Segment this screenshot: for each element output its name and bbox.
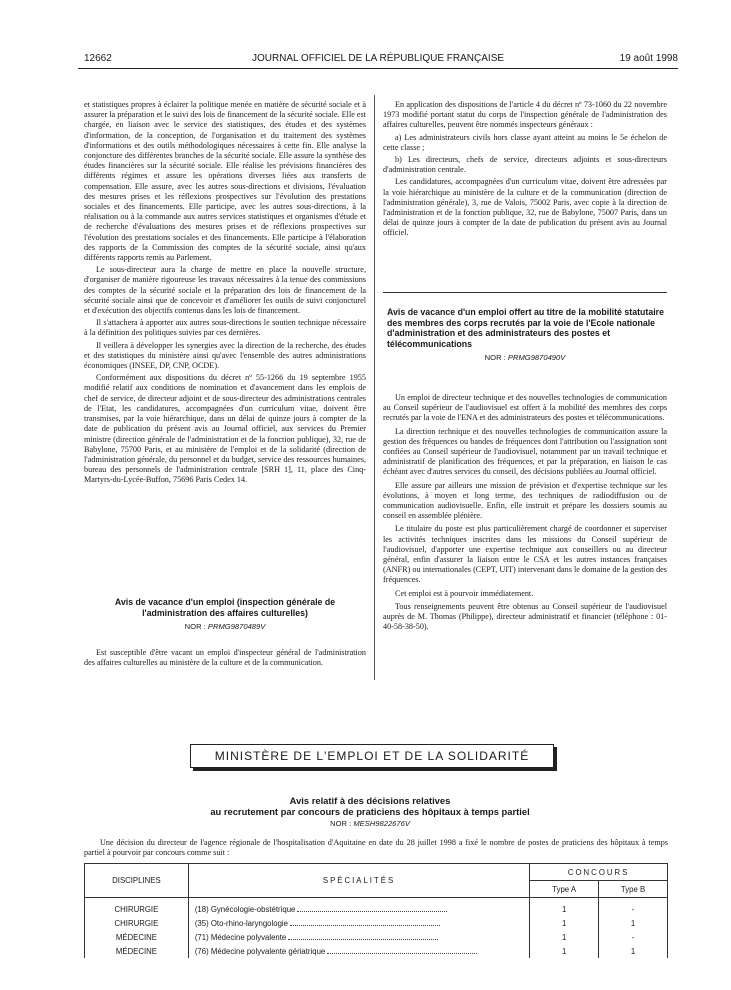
discipline-cell: MÉDECINE (85, 944, 189, 958)
paragraph: Elle assure par ailleurs une mission de prévision et d'expertise technique sur les évolutions, à moyen et long terme, des techniques de radiodiffusion ou de communication audiovisuelle. Enfin, elle instruit et prépare les dossiers soumis au conseil en assemblée plénière. (383, 480, 667, 521)
paragraph: Un emploi de directeur technique et des nouvelles technologies de communication au Conseil supérieur de l'audiovisuel est offert à la mobilité des membres des corps recrutés par la voie de l'ENA et des administrateurs des postes et télécommunications. (383, 393, 667, 423)
specialite-cell (188, 916, 529, 930)
specialite-text: (71) Médecine polyvalente (194, 932, 287, 942)
list-item: a) Les administrateurs civils hors classe ayant atteint au moins le 5e échelon de cette classe ; (383, 132, 667, 152)
page-header (78, 50, 678, 66)
type-a-cell: 1 (530, 930, 599, 944)
notice-body (383, 393, 667, 635)
dot-leader (327, 953, 477, 954)
notice-title-line: Avis relatif à des décisions relatives (289, 795, 451, 806)
header-rule (78, 68, 678, 69)
header-disciplines: DISCIPLINES (85, 864, 189, 898)
paragraph: Est susceptible d'être vacant un emploi d'inspecteur général de l'administration des affaires culturelles au ministère de la culture et de la communication. (84, 648, 366, 668)
type-b-cell: 1 (599, 916, 668, 930)
discipline-cell: MÉDECINE (85, 930, 189, 944)
paragraph: et statistiques propres à éclairer la politique menée en matière de sécurité sociale et à assurer la préparation et le suivi des lois de financement de la sécurité sociale. Elle est chargée, en liaison avec le service des statistiques, des études et des systèmes d'information, de la conception, de l'organisation et du traitement des systèmes d'informations et des outils méthodologiques nécessaires à cette fin. Elle analyse la conjoncture des différentes branches de la sécurité sociale. Elle assure la synthèse des études financières sur la sécurité sociale. Elle réalise les prévisions financières des différents régimes et assure les opérations diverses liées aux transferts de compensation. Elle assure, avec les autres sous-directions et divisions, l'évaluation des mesures prises et les réflexions prospectives sur l'évolution des prestations sociales et des financements. Elle participe, avec les autres sous-directions, à la réalisation ou à la commande aux autres services statistiques et organismes d'étude et de recherche d'évaluations des mesures prises et de réflexions prospectives sur l'évolution des prestations sociales et des financements. Elle participe à l'élaboration des rapports de la Commission des comptes de la sécurité sociale, ainsi qu'aux différents rapports remis au Parlement. (84, 100, 366, 263)
table-row (85, 930, 668, 944)
paragraph: Une décision du directeur de l'agence régionale de l'hospitalisation d'Aquitaine en date du 28 juillet 1998 a fixé le nombre de postes de praticiens des hôpitaux à temps partiel à pourvoir par concours comme suit : (84, 838, 668, 858)
column-divider (374, 95, 375, 680)
notice-title: Avis de vacance d'un emploi offert au titre de la mobilité statutaire des membres des corps recrutés par la voie de l'Ecole nationale d'administration et des administrateurs des postes et télécommunications (387, 307, 664, 349)
specialite-cell (188, 898, 529, 917)
paragraph: Cet emploi est à pourvoir immédiatement. (395, 588, 534, 598)
type-b-cell: - (599, 898, 668, 917)
specialite-text: (35) Oto-rhino-laryngologie (194, 918, 288, 928)
section-rule (383, 292, 667, 293)
notice-body (84, 648, 366, 668)
notice-title-line: au recrutement par concours de praticiens des hôpitaux à temps partiel (210, 806, 530, 817)
journal-title: JOURNAL OFFICIEL DE LA RÉPUBLIQUE FRANÇAISE (251, 53, 505, 64)
notice-title: Avis de vacance d'un emploi (inspection générale de l'administration des affaires culturelles) (114, 597, 336, 618)
paragraph: Tous renseignements peuvent être obtenus au Conseil supérieur de l'audiovisuel auprès de M. Thomas (Philippe), directeur administratif et financier (téléphone : 01-40-58-38-50). (383, 601, 667, 632)
dot-leader (290, 925, 440, 926)
issue-date: 19 août 1998 (619, 53, 678, 64)
type-b-cell: 1 (599, 944, 668, 958)
table-row (85, 944, 668, 958)
table-row (85, 916, 668, 930)
header-concours: CONCOURS (530, 864, 668, 881)
header-type-b: Type B (599, 881, 668, 898)
paragraph: En application des dispositions de l'article 4 du décret nº 73-1060 du 22 novembre 1973 modifié portant statut du corps de l'inspection générale de l'administration des affaires culturelles, peuvent être nommés inspecteurs généraux : (383, 100, 667, 130)
list-item: b) Les directeurs, chefs de service, directeurs adjoints et sous-directeurs d'administration centrale. (383, 155, 667, 175)
nor-code: PRMG9870489V (207, 622, 266, 631)
nor-code: PRMG9870490V (507, 353, 566, 362)
paragraph: Il veillera à développer les synergies avec la direction de la recherche, des études et des statistiques du ministère ainsi qu'avec l'ensemble des autres administrations économiques (INSEE, DP, CNP, OCDE). (84, 340, 366, 371)
paragraph: Le titulaire du poste est plus particulièrement chargé de coordonner et superviser les activités techniques inscrites dans les missions du Conseil supérieur de l'audiovisuel, d'apporter une expertise technique aux conseillers ou au directeur général, enfin d'assurer la liaison entre le CSA et les autres instances françaises (ANFR) ou internationales (CEPT, UIT) intervenant dans le domaine de la gestion des fréquences. (383, 524, 667, 585)
discipline-cell: CHIRURGIE (85, 916, 189, 930)
type-a-cell: 1 (530, 898, 599, 917)
paragraph: Conformément aux dispositions du décret nº 55-1266 du 19 septembre 1955 modifié relatif aux conditions de nomination et d'avancement dans les emplois de chef de service, de directeur adjoint et de sous-directeur des administrations centrales de l'Etat, les candidatures, accompagnées d'un curriculum vitae, doivent être transmises, par la voie hiérarchique, dans un délai de quinze jours à compter de la date de publication du présent avis au Journal officiel, aux services du Premier ministre (direction générale de l'administration et de la fonction publique), 32, rue de Babylone, 75700 Paris, et au ministère de l'emploi et de la solidarité (direction de l'administration générale, du personnel et du budget, service des ressources humaines, bureau des personnels de l'administration centrale [SRH 1], 11, place des Cinq-Martyrs-du-Lycée-Buffon, 75696 Paris Cedex 14. (84, 373, 366, 485)
table-row (85, 898, 668, 917)
ministry-heading: MINISTÈRE DE L'EMPLOI ET DE LA SOLIDARITÉ (190, 744, 554, 768)
notice-inspection-generale (84, 597, 366, 639)
discipline-cell: CHIRURGIE (85, 898, 189, 917)
notice-praticiens (110, 795, 630, 828)
nor-reference (110, 819, 630, 828)
specialite-cell (188, 944, 529, 958)
concours-table (84, 863, 668, 958)
paragraph: Il s'attachera à apporter aux autres sous-directions le soutien technique nécessaire à la définition des politiques suivies par ces dernières. (84, 318, 366, 338)
nor-label: NOR : (184, 622, 206, 631)
paragraph: Le sous-directeur aura la charge de mettre en place la nouvelle structure, d'organiser de manière rigoureuse les travaux nécessaires à la tenue des commissions des comptes de la sécurité sociale et la préparation des lois de financement de la sécurité sociale ainsi que de concevoir et d'améliorer les outils de suivi conjoncturel et d'exécution des objectifs contenus dans les lois de financement. (84, 265, 366, 316)
notice-intro (84, 838, 668, 858)
paragraph: Les candidatures, accompagnées d'un curriculum vitae, doivent être adressées par la voie hiérarchique au ministère de la culture et de la communication (direction de l'administration générale), 3, rue de Valois, 75002 Paris, avec copie à la direction de l'administration et de la fonction publique, 32, rue de Babylone, 75007 Paris, dans un délai de quinze jours à compter de la date de publication du présent avis au Journal officiel. (383, 177, 667, 238)
specialite-cell (188, 930, 529, 944)
page-number: 12662 (84, 53, 112, 64)
type-a-cell: 1 (530, 916, 599, 930)
left-column (84, 100, 366, 488)
nor-reference (84, 622, 366, 631)
header-specialites: SPÉCIALITÉS (188, 864, 529, 898)
notice-mobilite (383, 307, 667, 370)
nor-code: MESH9822676V (353, 819, 410, 828)
right-column (383, 100, 667, 241)
type-a-cell: 1 (530, 944, 599, 958)
paragraph: La direction technique et des nouvelles technologies de communication assure la gestion des fréquences ou bandes de fréquences dont l'attribution ou l'assignation sont confiées au Conseil supérieur de l'audiovisuel, notamment par un travail technique et administratif de planification des fréquences, et par la préparation, en liaison le cas échéant avec d'autres services du conseil, des décisions publiées au Journal officiel. (383, 426, 667, 477)
header-type-a: Type A (530, 881, 599, 898)
dot-leader (288, 939, 438, 940)
nor-reference (383, 353, 667, 362)
dot-leader (297, 911, 447, 912)
specialite-text: (18) Gynécologie-obstétrique (194, 904, 296, 914)
nor-label: NOR : (484, 353, 506, 362)
specialite-text: (76) Médecine polyvalente gériatrique (194, 946, 326, 956)
type-b-cell: - (599, 930, 668, 944)
nor-label: NOR : (330, 819, 352, 828)
